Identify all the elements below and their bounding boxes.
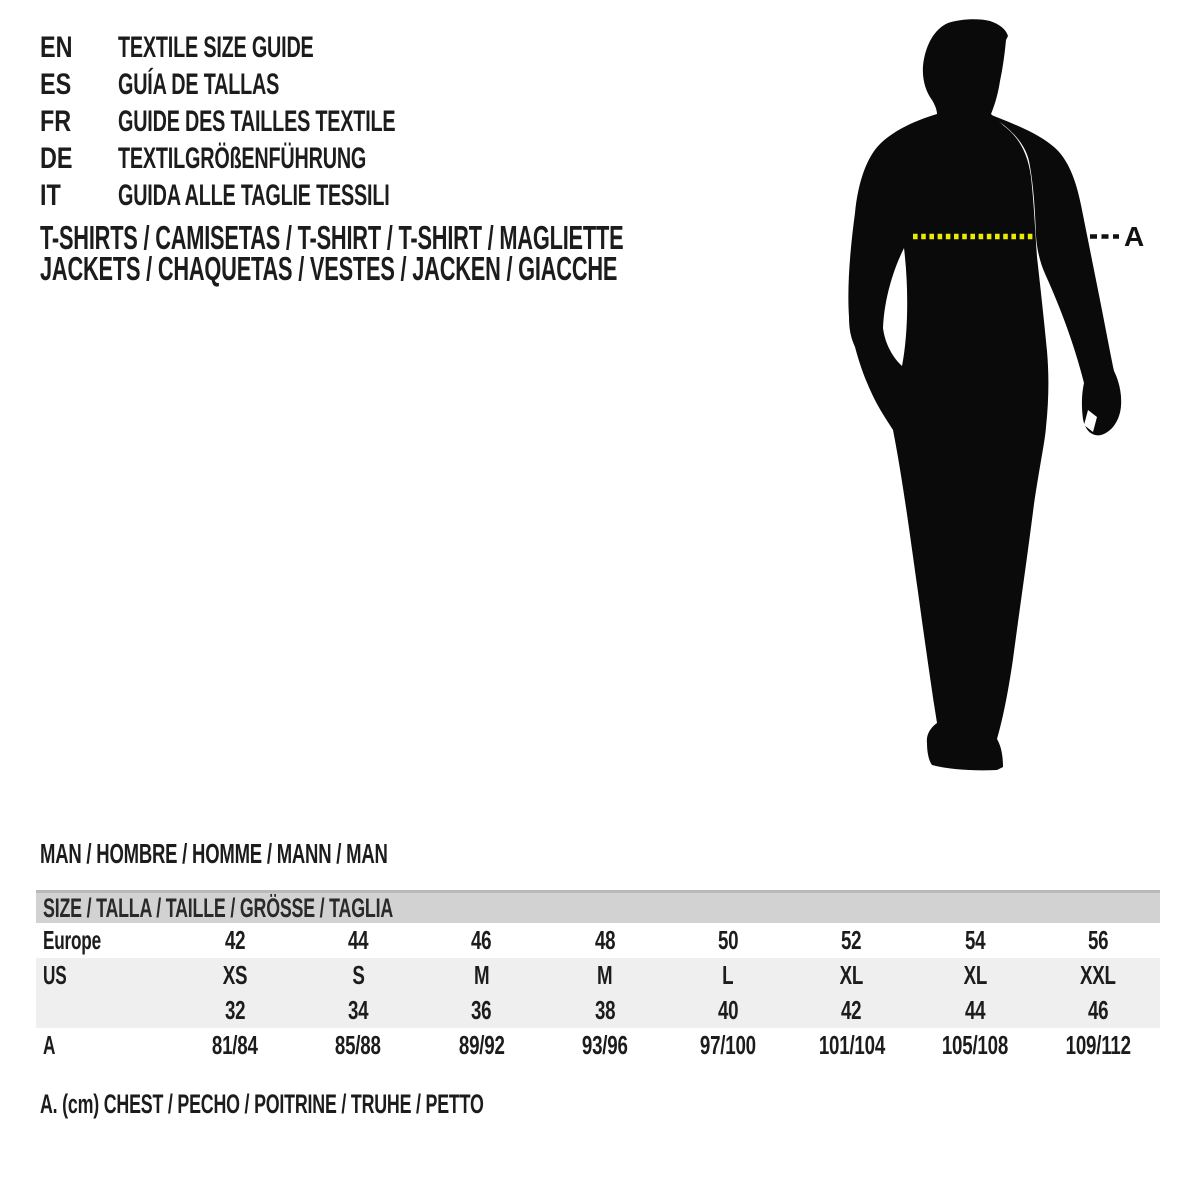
table-row-europe	[36, 923, 1160, 958]
size-cell: 44	[964, 995, 986, 1025]
size-cell: 48	[594, 925, 616, 955]
size-cell: XL	[839, 960, 864, 990]
size-cell: 46	[471, 925, 492, 955]
language-row	[40, 103, 538, 140]
table-header: SIZE / TALLA / TAILLE / GRÖSSE / TAGLIA	[36, 890, 1160, 923]
size-cell: 85/88	[335, 1030, 381, 1060]
language-row	[40, 140, 538, 177]
size-cell: 42	[841, 995, 862, 1025]
size-cell: 42	[224, 925, 245, 955]
language-row	[40, 177, 538, 214]
table-row-chest-a	[36, 1028, 1160, 1063]
language-code: EN	[40, 31, 73, 64]
language-row	[40, 66, 538, 103]
measurement-footnote: A. (cm) CHEST / PECHO / POITRINE / TRUHE / PETTO	[40, 1089, 484, 1119]
row-label: Europe	[43, 925, 101, 955]
size-cell: 50	[717, 925, 739, 955]
size-cell: XS	[222, 960, 247, 990]
size-cell: 56	[1088, 925, 1109, 955]
size-cell: 46	[1088, 995, 1109, 1025]
table-row-us	[36, 958, 1160, 993]
language-code: IT	[40, 179, 61, 212]
size-cell: M	[597, 960, 613, 990]
language-label: GUIDE DES TAILLES TEXTILE	[118, 105, 396, 138]
size-cell: M	[473, 960, 490, 990]
category-line: T-SHIRTS / CAMISETAS / T-SHIRT / T-SHIRT / MAGLIETTE	[40, 219, 624, 256]
size-cell: 105/108	[941, 1030, 1009, 1060]
row-label: US	[43, 960, 67, 990]
size-cell: 44	[347, 925, 369, 955]
language-label: GUÍA DE TALLAS	[118, 68, 280, 101]
size-cell: 32	[224, 995, 245, 1025]
language-list	[40, 29, 538, 214]
language-label: GUIDA ALLE TAGLIE TESSILI	[118, 179, 390, 212]
size-cell: L	[722, 960, 734, 990]
category-line: JACKETS / CHAQUETAS / VESTES / JACKEN / GIACCHE	[40, 250, 618, 287]
size-cell: 93/96	[581, 1030, 628, 1060]
language-code: ES	[40, 68, 72, 101]
row-label: A	[43, 1030, 56, 1060]
language-label: TEXTILGRÖßENFÜHRUNG	[118, 142, 367, 175]
language-label: TEXTILE SIZE GUIDE	[118, 31, 314, 64]
size-cell: 101/104	[818, 1030, 885, 1060]
language-code: FR	[40, 105, 72, 138]
language-code: DE	[40, 142, 73, 175]
size-table	[36, 890, 1160, 1063]
size-cell: 52	[841, 925, 862, 955]
size-cell: 38	[594, 995, 616, 1025]
size-cell: XL	[963, 960, 987, 990]
size-cell: 54	[964, 925, 986, 955]
category-list	[40, 219, 924, 287]
size-cell: 97/100	[700, 1030, 757, 1060]
size-cell: S	[351, 960, 365, 990]
man-silhouette-figure	[820, 0, 1200, 800]
size-cell: 34	[347, 995, 369, 1025]
size-cell: 40	[717, 995, 739, 1025]
size-cell: 36	[471, 995, 492, 1025]
size-cell: XXL	[1080, 960, 1117, 990]
size-cell: 81/84	[211, 1030, 258, 1060]
size-cell: 89/92	[458, 1030, 505, 1060]
table-row-alt-size	[36, 993, 1160, 1028]
section-title: MAN / HOMBRE / HOMME / MANN / MAN	[40, 838, 388, 869]
language-row	[40, 29, 538, 66]
measure-label-a: A	[1124, 221, 1145, 252]
size-cell: 109/112	[1065, 1030, 1131, 1060]
